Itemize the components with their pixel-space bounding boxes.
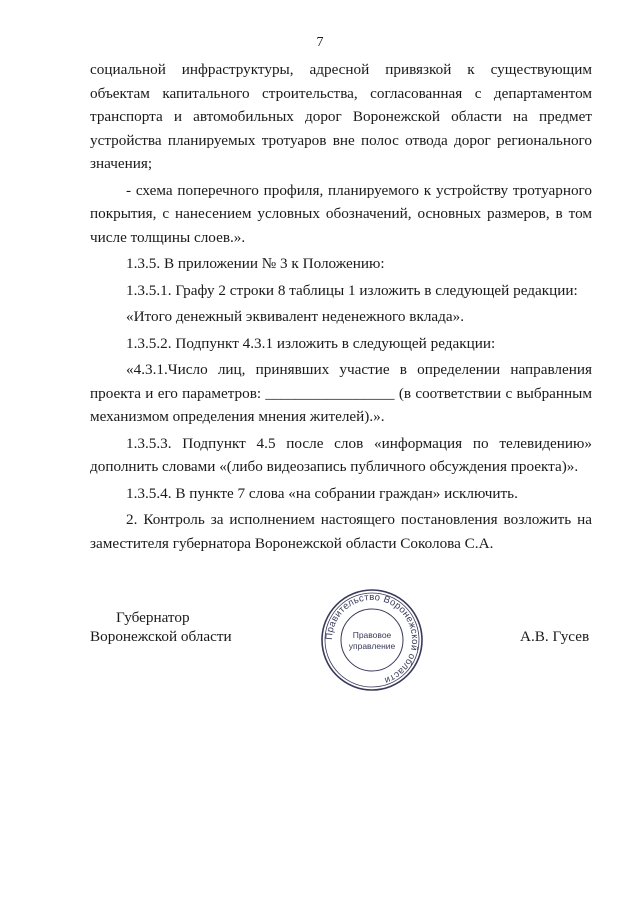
paragraph-1-3-5-2: 1.3.5.2. Подпункт 4.3.1 изложить в следующей редакции: — [126, 334, 496, 352]
signature-block — [0, 591, 640, 720]
paragraph-total-equivalent: «Итого денежный эквивалент неденежного вклада». — [126, 308, 465, 325]
paragraph-1-3-5-1: 1.3.5.1. Графу 2 строки 8 таблицы 1 изложить в следующей редакции: — [126, 281, 578, 299]
page-number: 7 — [316, 35, 324, 50]
signer-position-region: Воронежской области — [90, 628, 232, 645]
stamp-outer-ring — [322, 590, 422, 690]
signer-name: А.В. Гусев — [520, 628, 590, 645]
paragraph-1-3-5-3: 1.3.5.3. Подпункт 4.5 после слов «информация по телевидению» дополнить словами «(либо видеозапись публичного обсуждения проекта)». — [90, 434, 592, 475]
stamp-ring-text: Правительство Воронежской области — [323, 591, 421, 686]
paragraph-1-3-5-4: 1.3.5.4. В пункте 7 слова «на собрании граждан» исключить. — [126, 484, 518, 502]
paragraph-cross-section: - схема поперечного профиля, планируемого к устройству тротуарного покрытия, с нанесением условных обозначений, основных размеров, в том числе толщины слоев.». — [90, 181, 592, 246]
paragraph-4-3-1: «4.3.1.Число лиц, принявших участие в определении направления проекта и его параметров: _________________ (в соответствии с выбранным механизмом определения мнения жителей).». — [90, 361, 592, 425]
document-body — [90, 58, 592, 555]
stamp-center-ring — [341, 609, 403, 671]
paragraph-infrastructure: социальной инфраструктуры, адресной привязкой к существующим объектам капитального строительства, согласованная с департаментом транспорта и автомобильных дорог Воронежской области на предмет устройства планируемых тротуаров вне полос отвода дорог регионального значения; — [90, 61, 592, 172]
paragraph-1-3-5: 1.3.5. В приложении № 3 к Положению: — [126, 255, 385, 272]
signer-position — [90, 608, 232, 646]
official-stamp — [320, 588, 424, 692]
stamp-center-line1: Правовое — [352, 630, 392, 640]
paragraph-control: 2. Контроль за исполнением настоящего постановления возложить на заместителя губернатора Воронежской области Соколова С.А. — [90, 511, 592, 552]
signer-position-title: Губернатор — [116, 609, 190, 626]
stamp-center-line2: управление — [348, 641, 396, 651]
